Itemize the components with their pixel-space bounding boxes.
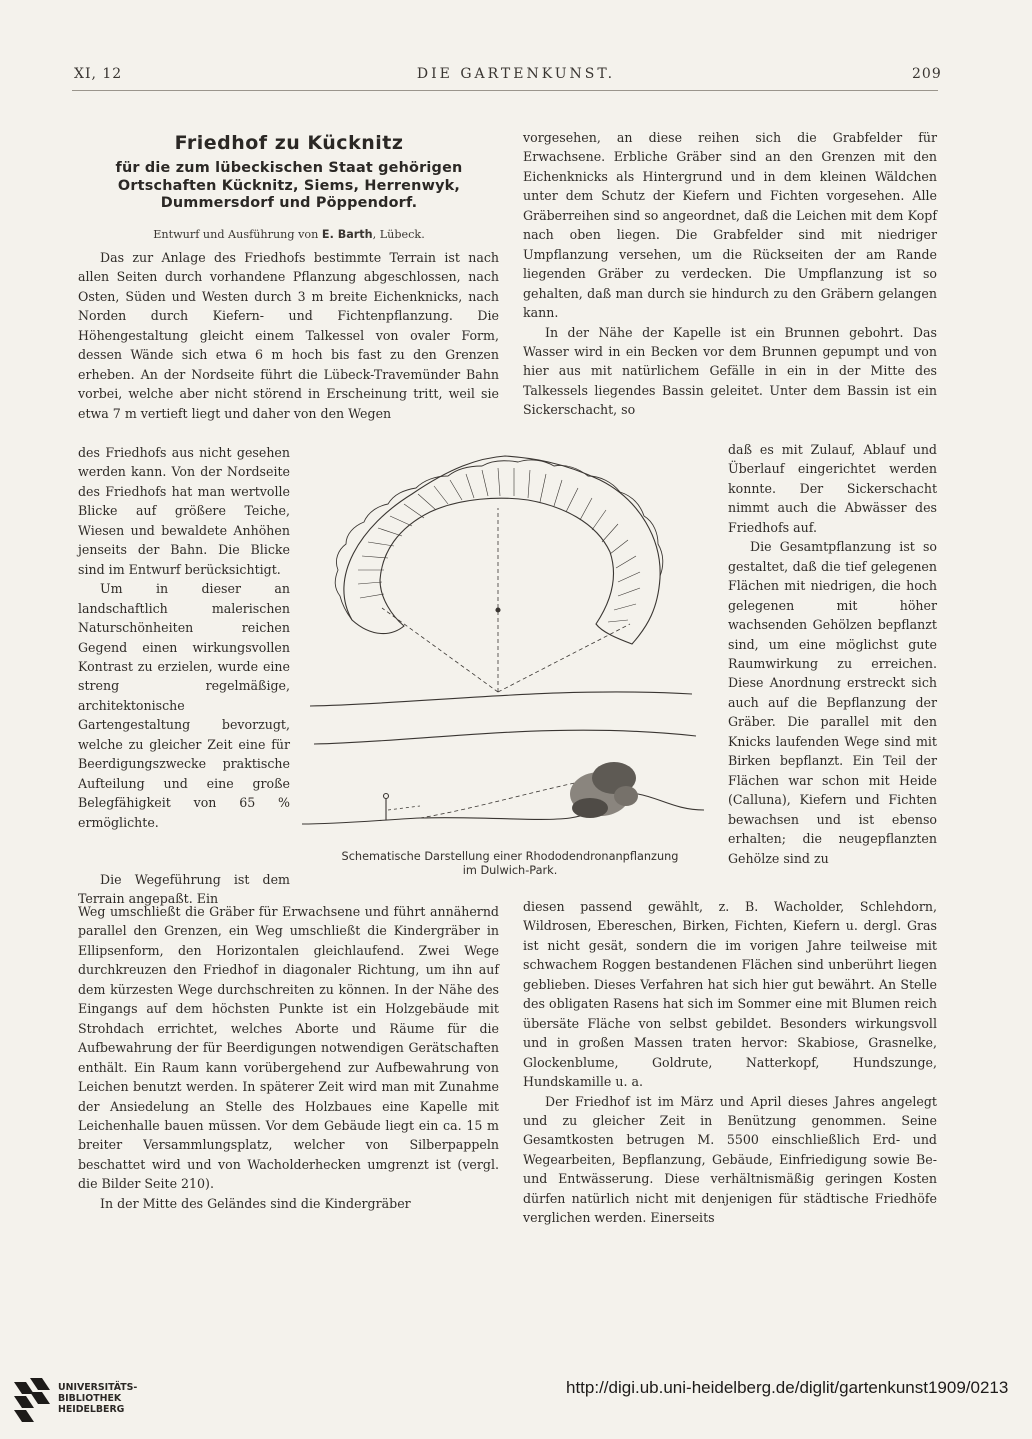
library-logo-text <box>58 1382 137 1415</box>
sight-lines-plan <box>382 508 630 692</box>
left-column-bottom <box>78 902 499 1213</box>
terrain-line-2 <box>314 730 696 744</box>
paragraph: des Friedhofs aus nicht gesehen werden kann. Von der Nordseite des Friedhofs hat man wertvolle Blicke auf größere Teiche, Wiesen und bewaldete Anhöhen jenseits der Bahn. Die Blicke sind im Entwurf berücksichtigt. <box>78 445 290 577</box>
left-column-narrow <box>78 443 290 832</box>
section-ground <box>302 794 704 824</box>
paragraph: diesen passend gewählt, z. B. Wacholder, Schlehdorn, Wildrosen, Ebereschen, Birken, Fichten, Kiefern u. dergl. Gras ist nicht gesät, sondern die im vorigen Jahre teilweise mit schwachem Roggen bestandenen Flächen sind unberührt liegen geblieben. Dieses Verfahren hat sich hier gut bewährt. An Stelle des obligaten Rasens hat sich im Sommer eine mit Blumen reich übersäte Fläche von selbst gebildet. Besonders wirkungsvoll und in großen Massen traten hervor: Skabiose, Grasnelke, Glockenblume, Goldrute, Natterkopf, Hundszunge, Hundskamille u. a. <box>523 899 937 1090</box>
logo-line-3: HEIDELBERG <box>58 1404 125 1415</box>
paragraph: Weg umschließt die Gräber für Erwachsene und führt annähernd parallel den Grenzen, ein Weg umschließt die Kindergräber in Ellipsenform, den Horizontalen gleichlaufend. Zwei Wege durchkreuzen den Friedhof in diagonaler Richtung, um ihn auf dem kürzesten Wege durchschreiten zu können. In der Nähe des Eingangs auf dem höchsten Punkte ist ein Holzgebäude mit Strohdach errichtet, welches Aborte und Räume für die Aufbewahrung der für Beerdigungen notwendigen Gerätschaften enthält. Ein Raum kann vorübergehend zur Aufbewahrung von Leichen benutzt werden. In späterer Zeit wird man mit Zunahme der Ansiedelung an Stelle des Holzbaues eine Kapelle mit Leichenhalle bauen müssen. Vor dem Gebäude liegt ein ca. 15 m breiter Versammlungsplatz, welcher von Silberpappeln beschattet wird und von Wacholderhecken umgrenzt ist (vergl. die Bilder Seite 210). <box>78 904 499 1192</box>
library-logo-icon <box>12 1376 52 1424</box>
paragraph: In der Mitte des Geländes sind die Kindergräber <box>100 1195 411 1211</box>
paragraph: Die Wegeführung ist dem Terrain angepaßt. Ein <box>78 872 290 907</box>
page-number: 209 <box>912 66 942 82</box>
right-column-narrow <box>728 440 937 868</box>
viewer-marker <box>496 608 500 612</box>
paragraph: Der Friedhof ist im März und April dieses Jahres angelegt und zu gleicher Zeit in Benützung genommen. Seine Gesamtkosten betrugen M. 5500 einschließlich Erd- und Wegearbeiten, Bepflanzung, Gebäude, Einfriedigung sowie Be- und Entwässerung. Diese verhältnismäßig geringen Kosten dürfen natürlich nicht mit denjenigen für städtische Friedhöfe verglichen werden. Einerseits <box>523 1093 937 1226</box>
source-url-link[interactable]: http://digi.ub.uni-heidelberg.de/diglit/gartenkunst1909/0213 <box>566 1378 1009 1397</box>
logo-line-2: BIBLIOTHEK <box>58 1393 122 1404</box>
header-rule <box>72 90 938 91</box>
right-column-bottom <box>523 897 937 1228</box>
paragraph: vorgesehen, an diese reihen sich die Grabfelder für Erwachsene. Erbliche Gräber sind an den Grenzen mit den Eichenknicks als Hintergrund und in dem kleinen Wäldchen unter dem Schutz der Kiefern und Fichten vorgesehen. Alle Gräberreihen sind so angeordnet, daß die Leichen mit dem Kopf nach oben liegen. Die Grabfelder sind mit niedriger Umpflanzung versehen, um die Rückseiten der am Rande liegenden Gräber zu verdecken. Die Umpflanzung ist so gehalten, daß man durch sie hindurch zu den Gräbern gelangen kann. <box>523 130 937 321</box>
rhododendron-mass-section <box>570 762 638 818</box>
figure-caption-line1: Schematische Darstellung einer Rhododendronanpflanzung <box>341 850 679 863</box>
running-header-journal: DIE GARTENKUNST. <box>416 66 616 82</box>
planting-hatching <box>358 468 640 622</box>
paragraph: Die Gesamtpflanzung ist so gestaltet, daß die tief gelegenen Flächen mit niedrigen, die hoch gelegenen mit höher wachsenden Gehölzen bepflanzt sind, um eine möglichst gute Raumwirkung zu erreichen. Diese Anordnung erstreckt sich auch auf die Bepflanzung der Gräber. Die parallel mit den Knicks laufenden Wege sind mit Birken bepflanzt. Ein Teil der Flächen war schon mit Heide (Calluna), Kiefern und Fichten bewachsen und ist ebenso erhalten; die neugepflanzten Gehölze sind zu <box>728 539 937 866</box>
byline-author: E. Barth <box>321 228 373 241</box>
figure-caption <box>300 850 720 878</box>
figure-caption-line2: im Dulwich-Park. <box>462 864 558 877</box>
terrain-line-1 <box>310 692 692 706</box>
planting-crescent-outer <box>344 456 660 644</box>
paragraph: In der Nähe der Kapelle ist ein Brunnen gebohrt. Das Wasser wird in ein Becken vor dem Brunnen gepumpt und von hier aus mit natürlichem Gefälle in ein in der Mitte des Talkessels liegendes Bassin geleitet. Unter dem Bassin ist ein Sickerschacht, so <box>523 324 937 418</box>
paragraph: Das zur Anlage des Friedhofs bestimmte Terrain ist nach allen Seiten durch vorhandene Pflanzung abgeschlossen, nach Osten, Süden und Westen durch 3 m breite Eichenknicks, nach Norden durch Kiefern- und Fichtenpflanzung. Die Höhengestaltung gleicht einem Talkessel von ovaler Form, dessen Wände sich etwa 6 m hoch bis fast zu den Grenzen erheben. An der Nordseite führt die Lübeck-Travemünder Bahn vorbei, welche aber nicht störend in Erscheinung tritt, weil sie etwa 7 m vertieft liegt und daher von den Wegen <box>78 250 499 421</box>
running-header-volume: XI, 12 <box>74 66 123 82</box>
logo-line-1: UNIVERSITÄTS- <box>58 1382 138 1393</box>
paragraph: Um in dieser an landschaftlich malerischen Naturschönheiten reichen Gegend einen wirkungsvollen Kontrast zu erzielen, wurde eine streng regelmäßige, architektonische Gartengestaltung bevorzugt, welche zu gleicher Zeit eine für Beerdigungszwecke praktische Aufteilung und eine große Belegfähigkeit von 65 % ermöglichte. <box>78 581 290 830</box>
right-column-top <box>523 128 937 420</box>
left-column-top <box>78 248 499 423</box>
article-title: Friedhof zu Kücknitz <box>174 132 404 154</box>
article-subtitle: für die zum lübeckischen Staat gehörigen Ortschaften Kücknitz, Siems, Herrenwyk, Dummersdorf und Pöppendorf. <box>115 160 463 211</box>
article-byline <box>74 228 504 241</box>
byline-prefix: Entwurf und Ausführung von <box>153 228 322 241</box>
rhododendron-planting-figure <box>300 448 720 860</box>
paragraph: daß es mit Zulauf, Ablauf und Überlauf eingerichtet werden konnte. Der Sickerschacht nimmt auch die Abwässer des Friedhofs auf. <box>728 442 937 535</box>
byline-suffix: , Lübeck. <box>372 228 425 241</box>
